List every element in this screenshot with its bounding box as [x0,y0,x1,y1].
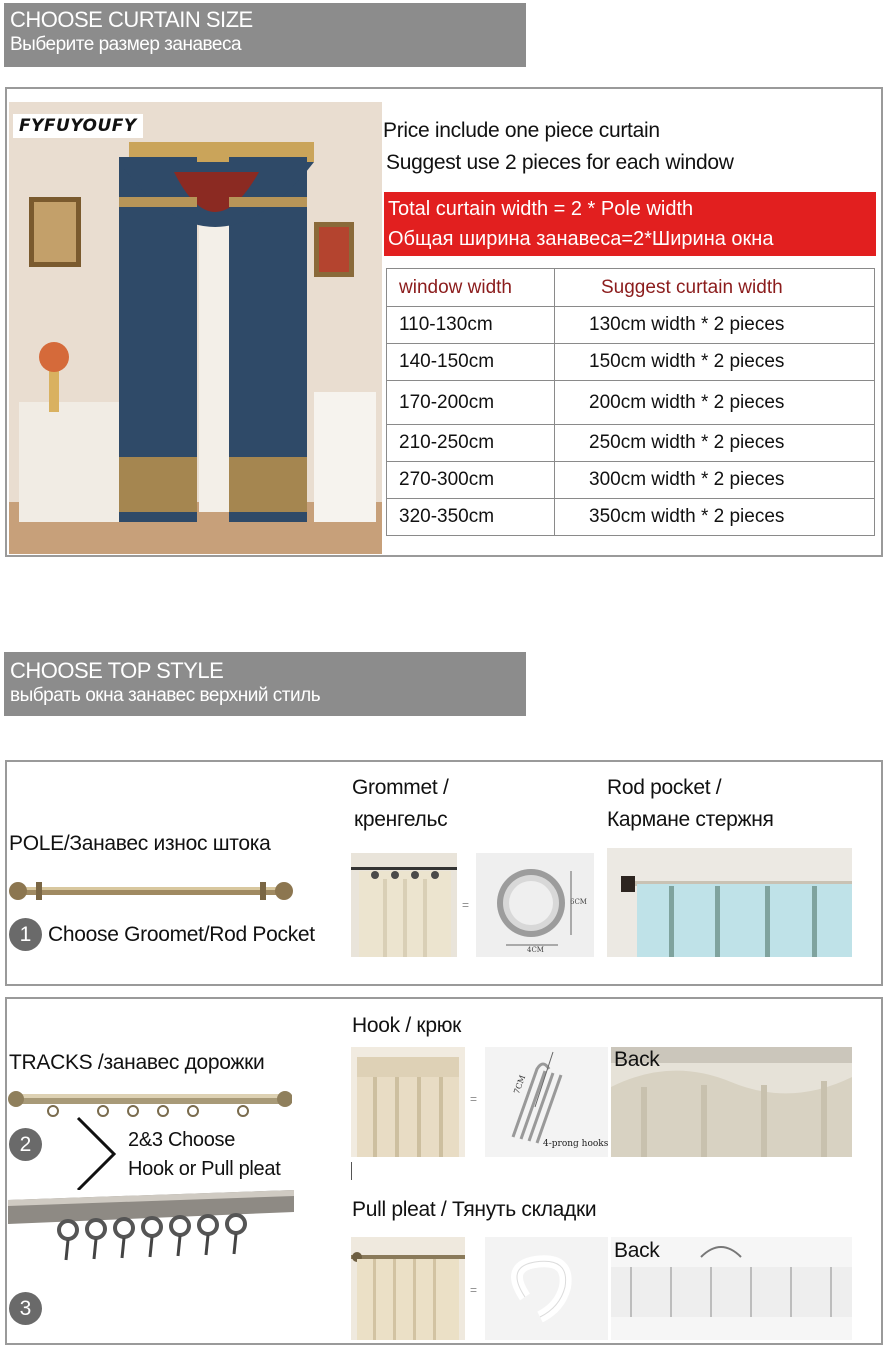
table-row [387,425,875,462]
grommet-curtain-photo [351,853,457,957]
table-row [387,344,875,381]
pole-label: POLE/Занавес износ штока [9,832,271,855]
grommet-title-en: Grommet / [352,776,449,799]
ring-height-label: 6CM [570,898,587,906]
size-banner [4,3,526,67]
step-1-text: Choose Groomet/Rod Pocket [48,923,315,946]
formula-ru: Общая ширина занавеса=2*Ширина окна [388,228,774,250]
formula-en: Total curtain width = 2 * Pole width [388,198,694,220]
table-cell: 130cm width * 2 pieces [555,307,875,344]
size-banner-title: CHOOSE CURTAIN SIZE [10,7,253,32]
size-table [386,268,875,536]
hook-back-label: Back [614,1048,660,1071]
grommet-title-ru: кренгельс [354,808,448,831]
formula-band [384,192,876,256]
style-banner-title: CHOOSE TOP STYLE [10,658,224,683]
table-row [387,462,875,499]
table-cell: 150cm width * 2 pieces [555,344,875,381]
table-cell: 110-130cm [387,307,555,344]
equals-sign: = [470,1283,478,1297]
price-note: Price include one piece curtain [383,119,660,142]
table-cell: 320-350cm [387,499,555,536]
rod-pocket-photo [607,848,852,957]
size-table-header [387,269,875,307]
hook-size-label: 7CM [512,1073,528,1096]
hook-title: Hook / крюк [352,1014,462,1037]
step-1-badge: 1 [9,918,42,951]
table-row [387,499,875,536]
table-cell: 300cm width * 2 pieces [555,462,875,499]
pull-tape-photo [485,1237,608,1340]
track-rod-image [8,1086,292,1124]
brand-logo [13,114,143,138]
table-row [387,381,875,425]
pole-rod-image [8,878,294,904]
table-cell: 170-200cm [387,381,555,425]
header-suggest-width: Suggest curtain width [555,269,875,307]
brand-logo-text: FYFUYOUFY [19,116,137,136]
table-cell: 250cm width * 2 pieces [555,425,875,462]
curtain-room-photo [9,102,382,554]
pull-back-label: Back [614,1239,660,1262]
hook-caption: 4-prong hooks [543,1139,609,1149]
equals-sign: = [470,1092,478,1106]
equals-sign: = [462,898,470,912]
track-rail-photo [8,1190,294,1286]
table-cell: 270-300cm [387,462,555,499]
style-banner [4,652,526,716]
pull-pleat-title: Pull pleat / Тянуть складки [352,1198,597,1221]
style-banner-subtitle: выбрать окна занавес верхний стиль [10,685,321,706]
table-cell: 350cm width * 2 pieces [555,499,875,536]
table-cell: 140-150cm [387,344,555,381]
table-cell: 200cm width * 2 pieces [555,381,875,425]
pull-pleat-curtain-photo [351,1237,465,1340]
table-row [387,307,875,344]
divider-tick [351,1162,352,1180]
tracks-label: TRACKS /занавес дорожки [9,1051,265,1074]
rod-pocket-title-ru: Кармане стержня [607,808,774,831]
table-cell: 210-250cm [387,425,555,462]
step-2-badge: 2 [9,1128,42,1161]
header-window-width: window width [387,269,555,307]
choose-line-1: 2&3 Choose [128,1129,236,1151]
suggest-note: Suggest use 2 pieces for each window [386,151,734,174]
rod-pocket-title-en: Rod pocket / [607,776,722,799]
step-3-badge: 3 [9,1292,42,1325]
size-banner-subtitle: Выберите размер занавеса [10,34,242,55]
ring-width-label: 4CM [527,946,544,954]
choose-line-2: Hook or Pull pleat [128,1158,281,1180]
bracket-icon [72,1116,120,1192]
hook-curtain-photo [351,1047,465,1157]
